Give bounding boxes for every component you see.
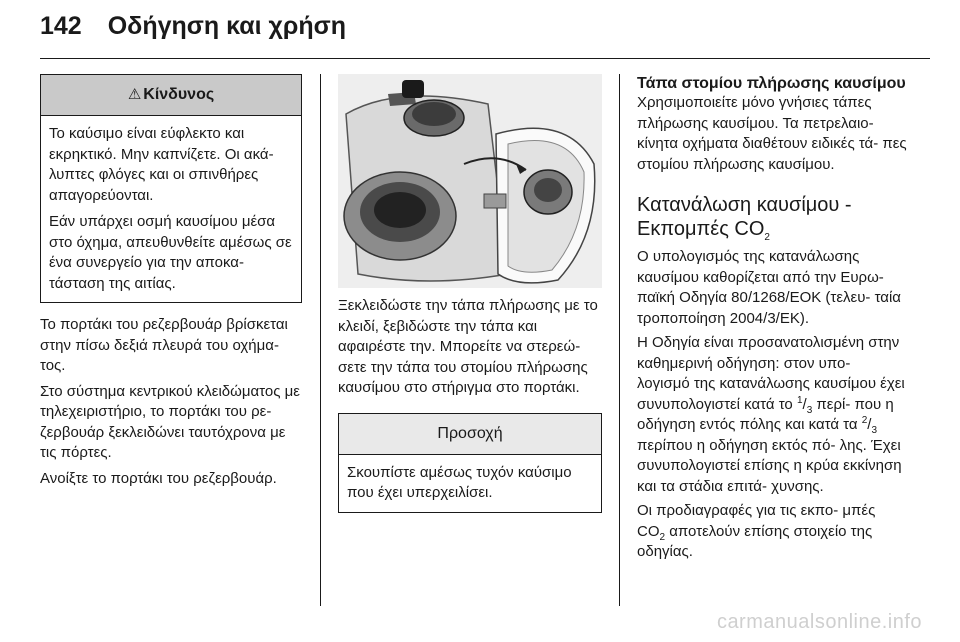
column-divider-1 [320, 74, 321, 606]
consumption-paragraph-3 [637, 501, 907, 563]
column-2 [338, 74, 602, 513]
caution-box [338, 413, 602, 513]
fuel-cap-text: Χρησιμοποιείτε μόνο γνήσιες τάπες πλήρωσης καυσίμου. Τα πετρελαιο- κίνητα οχήματα διαθέτουν ειδικές τά- πες στομίου πλήρωσης καυσίμου. [637, 94, 907, 173]
fraction-2-numerator: 2 [861, 415, 868, 426]
p2-text-b: περί- που η οδήγηση εντός πόλης και κατά τα [637, 395, 894, 433]
section-heading-text: Κατανάλωση καυσίμου - Εκπομπές CO [637, 194, 852, 240]
body-paragraph: Το πορτάκι του ρεζερβουάρ βρίσκεται στην πίσω δεξιά πλευρά του οχήμα- τος. [40, 316, 288, 374]
fuel-cap-caption: Ξεκλειδώστε την τάπα πλήρωσης με το κλειδί, ξεβιδώστε την τάπα και αφαιρέστε την. Μπορείτε να στερεώ- σετε την τάπα του στομίου πλήρωσης καυσίμου στο στήριγμα στο πορτάκι. [338, 297, 598, 396]
fuel-door-text [40, 315, 302, 489]
fraction-2-denominator: 3 [871, 425, 878, 436]
danger-box [40, 74, 302, 303]
column-3 [637, 74, 907, 567]
section-heading-subscript: 2 [764, 232, 770, 243]
p3-text-b: αποτελούν επίσης στοιχείο της οδηγίας. [637, 522, 873, 560]
page-header [40, 12, 346, 52]
p2-text-a: Η Οδηγία είναι προσανατολισμένη στην καθημερινή οδήγηση: στον υπο- λογισμό της κατανάλωσης καυσίμου έχει συνυπολογιστεί κατά το [637, 334, 905, 413]
consumption-paragraph-1: Ο υπολογισμός της κατανάλωσης καυσίμου καθορίζεται από την Ευρω- παϊκή Οδηγία 80/1268/ΕΟΚ (τελευ- ταία τροποποίηση 2004/3/ΕΚ). [637, 248, 901, 327]
watermark: carmanualsonline.info [716, 611, 922, 633]
caution-box-body [339, 455, 601, 512]
column-1 [40, 74, 302, 494]
p2-text-c: περίπου η οδήγηση εκτός πό- λης. Έχει συνυπολογιστεί επίσης η κρύα εκκίνηση και τα στάδια επιτά- χυνσης. [637, 436, 902, 495]
danger-heading-text: Κίνδυνος [143, 86, 215, 103]
fraction-1-denominator: 3 [806, 404, 813, 416]
fuel-cap-heading: Τάπα στομίου πλήρωσης καυσίμου [637, 75, 906, 92]
danger-box-body [41, 116, 301, 302]
header-rule [40, 58, 930, 59]
page-number: 142 [40, 12, 82, 40]
fuel-cap-illustration [338, 74, 602, 288]
page-title: Οδήγηση και χρήση [107, 12, 346, 40]
consumption-paragraph-2: Η Οδηγία είναι προσανατολισμένη στην καθημερινή οδήγηση: στον υπο- λογισμό της κατανάλωσης καυσίμου έχει συνυπολογιστεί κατά το $^1/_3$ περί- που η οδήγηση εντός πόλης και κατά τα $^2/_3$ περίπου η οδήγηση εκτός πό- λης. Έχει συνυπολογιστεί επίσης η κρύα εκκίνηση και τα στάδια επιτά- χυνσης. [637, 334, 905, 495]
fuel-cap-drawing [338, 74, 602, 288]
danger-paragraph-2: Εάν υπάρχει οσμή καυσίμου μέσα στο όχημα, απευθυνθείτε αμέσως σε ένα συνεργείο για την αποκα- τάσταση της αιτίας. [49, 213, 292, 292]
p3-text-a: Οι προδιαγραφές για τις εκπο- μπές CO [637, 502, 876, 540]
column-divider-2 [619, 74, 620, 606]
caution-text: Σκουπίστε αμέσως τυχόν καύσιμο που έχει υπερχειλίσει. [347, 463, 572, 501]
body-paragraph: Στο σύστημα κεντρικού κλειδώματος με τηλεχειριστήριο, το πορτάκι του ρε- ζερβουάρ ξεκλειδώνει ταυτόχρονα με τις πόρτες. [40, 382, 300, 461]
warning-triangle-icon: ⚠ [127, 86, 142, 103]
fraction-1-numerator: 1 [796, 394, 803, 406]
danger-paragraph-1: Το καύσιμο είναι εύφλεκτο και εκρηκτικό. Μην καπνίζετε. Οι ακά- λυπτες φλόγες και οι σπινθήρες απαγορεύονται. [49, 125, 274, 204]
caution-box-heading: Προσοχή [339, 414, 601, 455]
body-paragraph: Ανοίξτε το πορτάκι του ρεζερβουάρ. [40, 469, 277, 487]
section-heading [637, 193, 907, 241]
p3-subscript: 2 [659, 531, 666, 543]
danger-box-heading [41, 75, 301, 116]
